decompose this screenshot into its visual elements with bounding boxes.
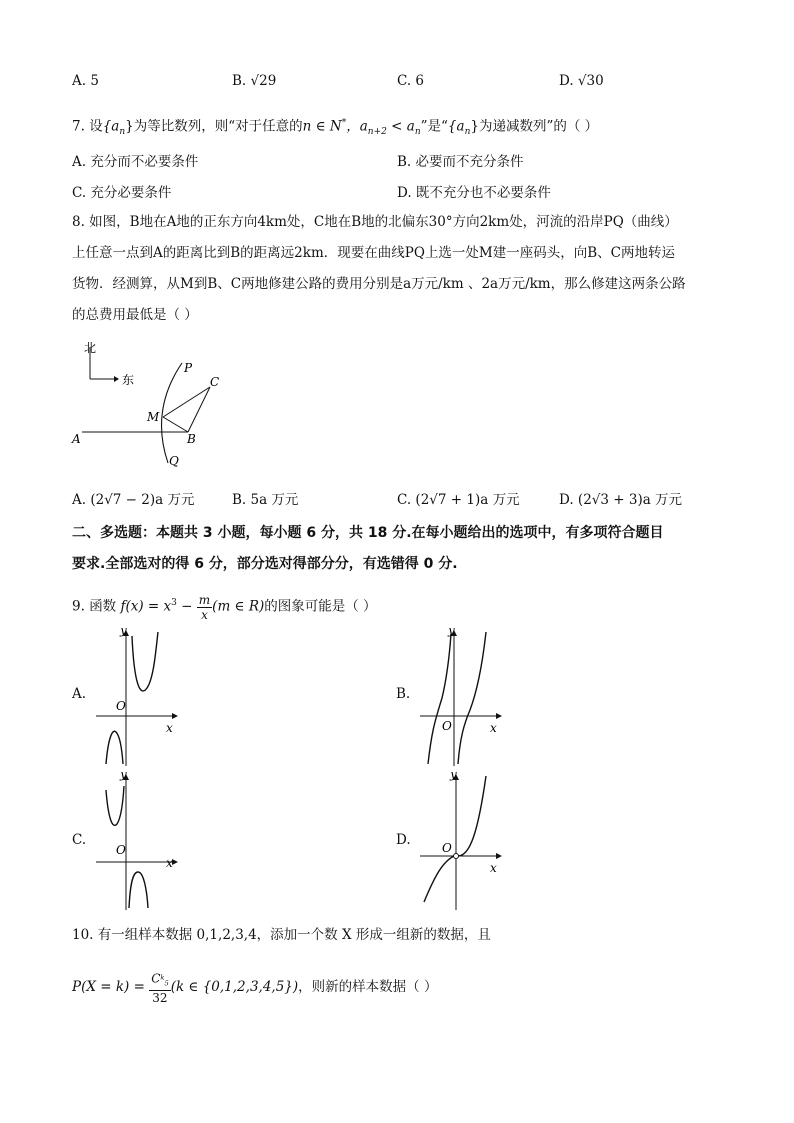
graph-b-origin: O	[442, 719, 452, 733]
label-b: B	[187, 432, 196, 446]
q8-options	[72, 488, 752, 510]
q7-stem	[72, 108, 732, 148]
graph-a-y-label: y	[120, 628, 127, 637]
q10-frac-sub: 5	[164, 979, 169, 988]
q9-minus: −	[176, 598, 197, 615]
q7-text-c: ”是“	[420, 118, 448, 135]
graph-c-origin: O	[116, 843, 126, 857]
q7-options-row2	[72, 181, 752, 203]
q9-fx: f(x) = x	[120, 598, 172, 615]
segment-mb	[163, 417, 188, 432]
q7-seq2-close: }	[470, 118, 479, 135]
q7-text-a: 设	[89, 118, 103, 135]
graph-a-curve-left	[106, 731, 123, 764]
q10-cond: (k ∈ {0,1,2,3,4,5})	[170, 979, 299, 996]
north-label: 北	[84, 341, 97, 355]
q7-seq2-sub: n	[464, 127, 471, 138]
q7-cond-c: < a	[386, 118, 415, 135]
q10-prob: P(X = k) =	[72, 979, 150, 996]
q9-graph-c[interactable]	[92, 772, 192, 912]
q8-stem	[72, 207, 737, 331]
graph-c-y-label: y	[120, 772, 127, 781]
graph-d-x-label: x	[490, 861, 497, 875]
graph-c-x-arrow-icon	[172, 859, 178, 865]
q10-frac-den: 32	[152, 991, 168, 1006]
q9-fraction	[197, 593, 212, 622]
graph-c-curve-left	[106, 786, 124, 825]
q8-option-d[interactable]: D. (2√3 + 3)a 万元	[559, 492, 683, 508]
q9-text-b: 的图象可能是（ ）	[264, 598, 377, 615]
graph-a-origin: O	[116, 699, 126, 713]
section2-line2: 要求.全部选对的得 6 分，部分选对得部分分，有选错得 0 分.	[72, 556, 458, 572]
graph-b-x-label: x	[490, 721, 497, 735]
q7-text-b: 为等比数列，则“对于任意的	[133, 118, 303, 135]
graph-b-curve-left	[428, 634, 451, 764]
q7-options-row1	[72, 150, 752, 172]
q7-seq2: {a	[447, 118, 465, 135]
q6-option-b[interactable]: B. √29	[232, 73, 277, 89]
q9-option-b-label[interactable]: B.	[396, 686, 411, 702]
q7-cond: n ∈ N	[302, 118, 342, 135]
q10-frac-num-wrap	[149, 970, 170, 991]
q6-options	[72, 73, 752, 95]
graph-b-x-arrow-icon	[496, 713, 502, 719]
q9-graph-d[interactable]	[416, 772, 516, 912]
q7-option-b[interactable]: B. 必要而不充分条件	[397, 154, 524, 170]
section2-header	[72, 518, 732, 580]
q8-line2: 上任意一点到A的距离比到B的距离远2km．现要在曲线PQ上选一处M建一座码头，向B、C两地转运	[72, 245, 675, 261]
graph-d-open-point	[454, 854, 459, 859]
east-label: 东	[122, 373, 135, 387]
q9-cond: (m ∈ R)	[212, 598, 265, 615]
q9-frac-den: x	[201, 607, 208, 622]
q7-seq-close: }	[125, 118, 134, 135]
graph-b-y-label: y	[448, 628, 455, 637]
q7-number: 7.	[72, 118, 85, 135]
q9-option-d-label[interactable]: D.	[396, 832, 411, 848]
q6-option-c[interactable]: C. 6	[397, 73, 425, 89]
q6-option-a[interactable]: A. 5	[72, 73, 99, 89]
q10-line1: 10. 有一组样本数据 0,1,2,3,4，添加一个数 X 形成一组新的数据，且	[72, 927, 491, 943]
graph-d-curve-right	[458, 776, 486, 856]
q10-frac-scripts	[160, 973, 169, 988]
q7-cond-sub2: n	[414, 127, 421, 138]
section2-line1: 二、多选题：本题共 3 小题，每小题 6 分，共 18 分.在每小题给出的选项中，有多项符合题目	[72, 525, 664, 541]
q8-line1: 8. 如图，B地在A地的正东方向4km处，C地在B地的北偏东30°方向2km处，河流的沿岸PQ（曲线）	[72, 214, 678, 230]
q7-cond-sup: *	[341, 118, 347, 128]
q9-stem	[72, 588, 732, 623]
label-c: C	[210, 375, 220, 389]
graph-a-curve-right	[132, 632, 158, 691]
east-arrow-icon	[114, 376, 119, 382]
q9-frac-num: m	[198, 592, 211, 607]
graph-d-x-arrow-icon	[496, 853, 502, 859]
graph-c-curve-right	[129, 872, 148, 908]
graph-a-x-arrow-icon	[172, 713, 178, 719]
q9-graph-b[interactable]	[416, 628, 516, 768]
q7-text-d: 为递减数列”的（ ）	[478, 118, 599, 135]
q10-frac-num: C	[151, 971, 161, 986]
q10-text-b: ，则新的样本数据（ ）	[298, 979, 438, 996]
q8-option-a[interactable]: A. (2√7 − 2)a 万元	[72, 492, 195, 508]
q10-frac-sup: k	[160, 973, 165, 981]
graph-c-x-label: x	[166, 856, 173, 870]
graph-d-origin: O	[442, 841, 452, 855]
q7-option-a[interactable]: A. 充分而不必要条件	[72, 154, 199, 170]
q10-fraction	[149, 970, 170, 1005]
q9-fx-sup: 3	[171, 598, 177, 608]
graph-d-y-label: y	[450, 772, 457, 781]
q7-seq-sub: n	[119, 127, 126, 138]
graph-d-curve-left	[424, 856, 454, 902]
q9-number: 9.	[72, 598, 85, 615]
q9-graph-a[interactable]	[92, 628, 192, 768]
q7-seq: {a	[102, 118, 120, 135]
curve-pq	[162, 363, 182, 463]
q8-line4: 的总费用最低是（ ）	[72, 307, 198, 323]
q9-option-c-label[interactable]: C.	[72, 832, 87, 848]
q10-line2	[72, 970, 732, 1005]
graph-a-x-label: x	[166, 721, 173, 735]
q8-option-c[interactable]: C. (2√7 + 1)a 万元	[397, 492, 520, 508]
label-p: P	[184, 361, 193, 375]
q9-option-a-label[interactable]: A.	[72, 686, 87, 702]
q7-option-d[interactable]: D. 既不充分也不必要条件	[397, 185, 551, 201]
q7-option-c[interactable]: C. 充分必要条件	[72, 185, 172, 201]
q8-option-b[interactable]: B. 5a 万元	[232, 492, 299, 508]
label-a: A	[72, 432, 81, 446]
graph-b-curve-right	[458, 632, 486, 764]
label-q: Q	[169, 454, 179, 468]
q8-figure	[70, 335, 250, 470]
q7-cond-sub1: n+2	[367, 127, 387, 138]
label-m: M	[147, 410, 160, 424]
q9-text-a: 函数	[89, 598, 117, 615]
q6-option-d[interactable]: D. √30	[559, 73, 604, 89]
q7-cond-b: ，a	[346, 118, 368, 135]
q8-line3: 货物．经测算，从M到B、C两地修建公路的费用分别是a万元/km 、2a万元/km，那么修建这两条公路	[72, 276, 686, 292]
